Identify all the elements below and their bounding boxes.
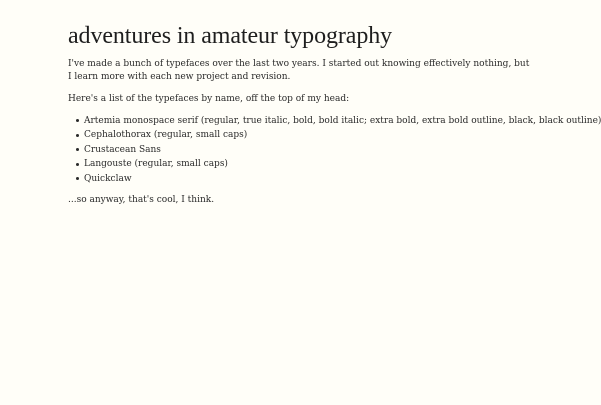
closing-paragraph: ...so anyway, that's cool, I think. bbox=[68, 195, 215, 205]
list-item: Cephalothorax (regular, small caps) bbox=[84, 128, 533, 143]
intro-paragraph: I've made a bunch of typefaces over the last two years. I started out knowing effectively nothing, but I learn more with each new project and revision. bbox=[68, 59, 530, 82]
list-item: Artemia monospace serif (regular, true italic, bold, bold italic; extra bold, extra bold outline, black, black outline) bbox=[84, 114, 533, 129]
page-title: adventures in amateur typography bbox=[68, 23, 393, 49]
list-item: Crustacean Sans bbox=[84, 143, 533, 158]
article bbox=[68, 0, 601, 207]
list-lead-paragraph: Here's a list of the typefaces by name, off the top of my head: bbox=[68, 94, 350, 104]
typeface-list bbox=[68, 114, 601, 187]
list-item: Quickclaw bbox=[84, 172, 533, 187]
list-item: Langouste (regular, small caps) bbox=[84, 157, 533, 172]
